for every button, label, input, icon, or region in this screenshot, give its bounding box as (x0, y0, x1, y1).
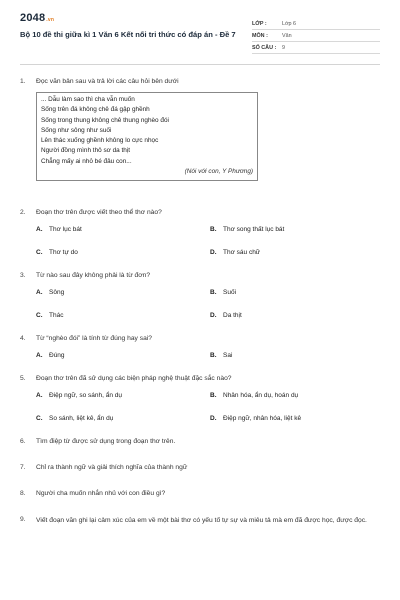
logo-main: 2048 (20, 12, 46, 24)
site-logo[interactable] (20, 12, 245, 24)
option-letter: A. (36, 226, 43, 234)
option-letter: B. (210, 226, 217, 234)
question-text: Người cha muốn nhắn nhủ với con điều gì? (36, 490, 166, 498)
options-q2 (36, 225, 380, 259)
question-text: Từ nào sau đây không phải là từ đơn? (36, 272, 151, 280)
question-text: Tìm điệp từ được sử dụng trong đoạn thơ trên. (36, 438, 176, 446)
option-letter: D. (210, 249, 217, 257)
question-text: Từ “nghèo đói” là tính từ đúng hay sai? (36, 335, 153, 343)
option-a[interactable] (36, 225, 210, 236)
logo-domain: .vn (46, 17, 55, 23)
option-letter: A. (36, 289, 43, 297)
question-list (20, 77, 380, 526)
question-number: 1. (20, 78, 26, 85)
question-2 (20, 208, 380, 217)
option-d[interactable] (210, 414, 301, 425)
option-letter: D. (210, 415, 217, 423)
poem-line: Sống trên đá không chê đá gập ghềnh (41, 106, 150, 114)
header-divider (20, 64, 380, 65)
option-a[interactable] (36, 391, 210, 402)
option-c[interactable] (36, 248, 210, 259)
header (20, 12, 380, 54)
meta-class-row (252, 18, 380, 30)
option-b[interactable] (210, 351, 232, 362)
question-number: 9. (20, 516, 26, 524)
option-text: Suối (223, 289, 237, 297)
option-letter: B. (210, 392, 217, 400)
poem-source (41, 167, 253, 177)
meta-value: Văn (282, 33, 292, 39)
question-number: 5. (20, 375, 26, 383)
poem-line: ... Dẫu làm sao thì cha vẫn muốn (41, 96, 135, 103)
question-number: 8. (20, 490, 26, 498)
option-letter: D. (210, 312, 217, 320)
question-9 (20, 515, 380, 526)
meta-subject-row (252, 30, 380, 42)
option-d[interactable] (210, 311, 242, 322)
question-text: Chỉ ra thành ngữ và giải thích nghĩa của thành ngữ (36, 464, 188, 472)
option-b[interactable] (210, 288, 236, 299)
meta-value: Lớp 6 (282, 21, 297, 27)
question-text: Viết đoạn văn ghi lại cảm xúc của em về một bài thơ có yếu tố tự sự và miêu tả mà em đã được học, được đọc. (36, 517, 367, 525)
options-q5 (36, 391, 380, 425)
meta-label: LỚP : (252, 21, 267, 27)
question-number: 3. (20, 272, 26, 280)
poem-source-text: (Nói với con, Y Phương) (184, 168, 253, 176)
question-number: 2. (20, 209, 26, 217)
option-text: Sai (223, 352, 233, 360)
option-letter: C. (36, 312, 43, 320)
document-title: Bộ 10 đề thi giữa kì 1 Văn 6 Kết nối tri thức có đáp án - Đề 7 (20, 30, 236, 39)
option-text: Thơ sáu chữ (223, 249, 261, 257)
option-text: Thơ song thất lục bát (223, 226, 285, 234)
option-a[interactable] (36, 351, 210, 362)
question-1 (20, 77, 380, 181)
meta-label: SỐ CÂU : (252, 45, 277, 51)
option-text: Sông (49, 289, 65, 297)
option-text: Da thịt (223, 312, 242, 320)
option-text: Thơ tự do (49, 249, 78, 257)
question-number: 4. (20, 335, 26, 343)
option-text: Đúng (49, 352, 65, 360)
meta-label: MÔN : (252, 33, 268, 39)
option-b[interactable] (210, 391, 298, 402)
exam-meta (252, 18, 380, 54)
question-text: Đoạn thơ trên được viết theo thể thơ nào? (36, 209, 162, 217)
option-text: Nhân hóa, ẩn dụ, hoán dụ (223, 392, 299, 400)
option-letter: A. (36, 392, 43, 400)
question-8 (20, 489, 380, 498)
option-letter: A. (36, 352, 43, 360)
option-letter: B. (210, 289, 217, 297)
question-7 (20, 463, 380, 472)
option-text: Thơ lục bát (49, 226, 82, 234)
option-a[interactable] (36, 288, 210, 299)
poem-line: Sống như sông như suối (41, 126, 112, 134)
option-c[interactable] (36, 414, 210, 425)
question-number: 6. (20, 438, 26, 446)
option-letter: B. (210, 352, 217, 360)
poem-box (36, 92, 258, 181)
header-left (20, 12, 245, 40)
option-letter: C. (36, 415, 43, 423)
options-q3 (36, 288, 380, 322)
question-text: Đoạn thơ trên đã sử dụng các biện pháp nghệ thuật đặc sắc nào? (36, 375, 232, 383)
meta-value: 9 (282, 45, 285, 51)
poem-line: Chẳng mấy ai nhỏ bé đâu con... (41, 157, 132, 165)
option-text: Điệp ngữ, nhân hóa, liệt kê (223, 415, 302, 423)
option-letter: C. (36, 249, 43, 257)
question-text: Đọc văn bản sau và trả lời các câu hỏi bên dưới (36, 78, 179, 85)
option-d[interactable] (210, 248, 260, 259)
option-text: Thác (49, 312, 64, 320)
question-3 (20, 271, 380, 280)
option-text: Điệp ngữ, so sánh, ẩn dụ (49, 392, 123, 400)
option-c[interactable] (36, 311, 210, 322)
question-4 (20, 334, 380, 343)
options-q4 (36, 351, 380, 362)
option-text: So sánh, liệt kê, ẩn dụ (49, 415, 114, 423)
question-number: 7. (20, 464, 26, 472)
meta-count-row (252, 42, 380, 54)
poem-line: Lên thác xuống ghềnh không lo cực nhọc (41, 137, 159, 145)
question-6 (20, 437, 380, 446)
poem-line: Người đồng mình thô sơ da thịt (41, 147, 131, 155)
question-5 (20, 374, 380, 383)
option-b[interactable] (210, 225, 284, 236)
poem-line: Sống trong thung không chê thung nghèo đói (41, 116, 169, 124)
